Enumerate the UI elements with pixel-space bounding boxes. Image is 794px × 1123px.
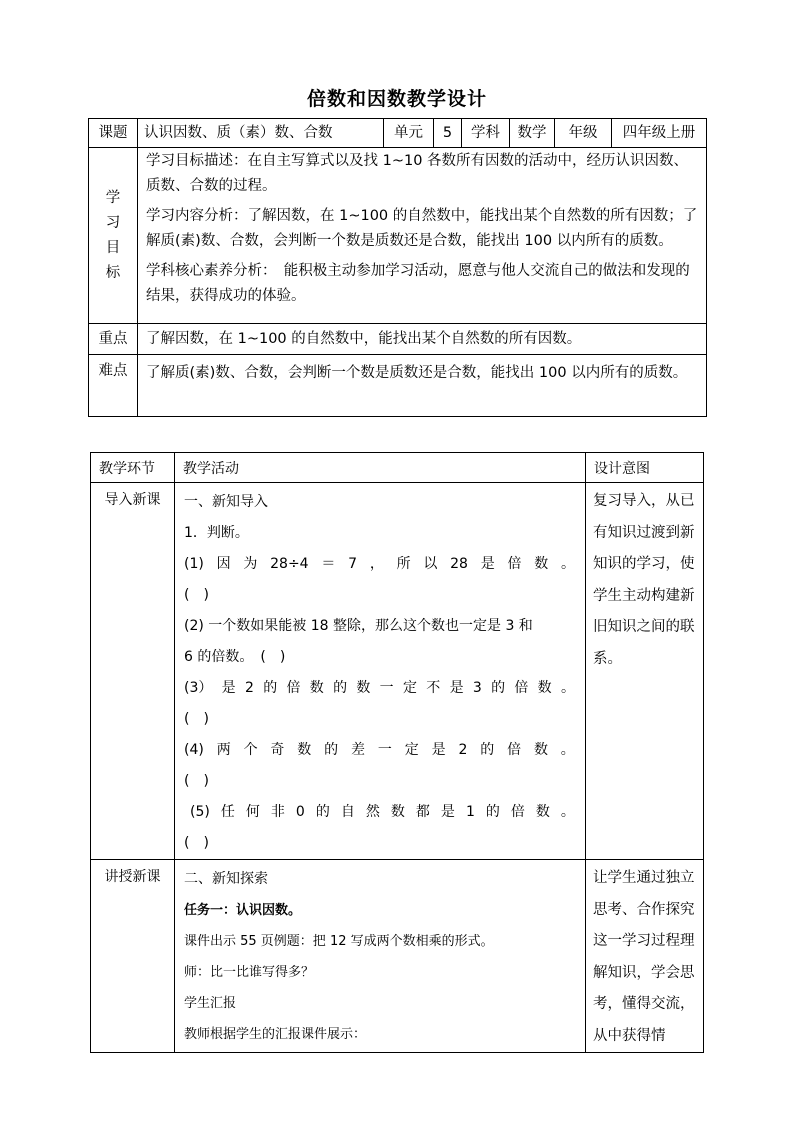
objective-literacy-analysis: 学科核心素养分析： 能积极主动参加学习活动，愿意与他人交流自己的做法和发现的结果，获得成功的体验。 [146, 263, 690, 304]
teaching-plan-table [90, 452, 704, 1053]
objective-description: 学习目标描述：在自主写算式以及找 1~10 各数所有因数的活动中，经历认识因数、质数、合数的过程。 [146, 153, 689, 194]
q3-token: (3） [184, 680, 213, 696]
q1-token: 28÷4 [270, 556, 309, 572]
q3-token: 数 [309, 680, 324, 696]
q4-token: 数 [533, 742, 548, 758]
q5-token: 然 [365, 804, 380, 820]
course-label: 学科 [462, 119, 510, 148]
unit-value: 5 [434, 119, 462, 148]
q5-token: 任 [220, 804, 235, 820]
q1-token: ， [369, 556, 384, 572]
objectives-row [89, 148, 707, 324]
explore-row [91, 860, 704, 1053]
q4-token: 一 [377, 742, 392, 758]
q5-token: 何 [245, 804, 260, 820]
q5-token: 的 [315, 804, 330, 820]
intent-header: 设计意图 [586, 453, 704, 483]
q1-token: ＝ [321, 556, 336, 572]
q5-token: 非 [270, 804, 285, 820]
q1-token: 28 [450, 556, 468, 572]
q3-token: 。 [560, 680, 575, 696]
question-5-blank: ( ) [184, 835, 209, 851]
intro-row [91, 483, 704, 860]
difficulty-label: 难点 [89, 355, 138, 417]
teacher-display: 教师根据学生的汇报课件展示： [184, 1027, 367, 1042]
q4-token: 的 [324, 742, 339, 758]
q4-token: 定 [404, 742, 419, 758]
key-point-value: 了解因数，在 1~100 的自然数中，能找出某个自然数的所有因数。 [138, 324, 707, 355]
objectives-text [138, 148, 707, 324]
q1-token: 所 [396, 556, 411, 572]
objective-content-analysis: 学习内容分析：了解因数，在 1~100 的自然数中，能找出某个自然数的所有因数；了解质(素)数、合数，会判断一个数是质数还是合数，能找出 100 以内所有的质数。 [146, 208, 698, 249]
task-1-title: 任务一：认识因数。 [184, 903, 302, 918]
q5-token: 数 [390, 804, 405, 820]
q3-token: 倍 [514, 680, 529, 696]
difficulty-value: 了解质(素)数、合数，会判断一个数是质数还是合数，能找出 100 以内所有的质数。 [138, 355, 707, 417]
subject-label: 课题 [89, 119, 138, 148]
q3-token: 2 [244, 680, 254, 696]
intro-activity [175, 483, 586, 860]
subject-value: 认识因数、质（素）数、合数 [138, 119, 384, 148]
q5-token: 是 [440, 804, 455, 820]
q1-token: 倍 [507, 556, 522, 572]
explore-stage: 讲授新课 [91, 860, 175, 1053]
intro-intent: 复习导入，从已有知识过渡到新知识的学习，使学生主动构建新旧知识之间的联系。 [586, 483, 704, 860]
lesson-info-table [88, 118, 707, 417]
q4-token: 数 [297, 742, 312, 758]
q4-token: 的 [480, 742, 495, 758]
student-report: 学生汇报 [184, 996, 237, 1011]
explore-activity [175, 860, 586, 1053]
q3-token: 的 [263, 680, 278, 696]
question-2-line-1: (2) 一个数如果能被 18 整除，那么这个数也一定是 3 和 [184, 618, 533, 634]
q5-token: 。 [560, 804, 575, 820]
intro-heading: 一、新知导入 [184, 494, 268, 510]
q4-token: 奇 [270, 742, 285, 758]
example-prompt: 课件出示 55 页例题：把 12 写成两个数相乘的形式。 [184, 934, 494, 949]
question-3-blank: ( ) [184, 711, 209, 727]
explore-intent: 让学生通过独立思考、合作探究这一学习过程理解知识，学会思考，懂得交流，从中获得情 [586, 860, 704, 1053]
q3-token: 3 [472, 680, 482, 696]
q4-token: 。 [560, 742, 575, 758]
q5-token: 自 [340, 804, 355, 820]
q3-token: 数 [356, 680, 371, 696]
grade-value: 四年级上册 [612, 119, 707, 148]
key-point-row [89, 324, 707, 355]
subject-row [89, 119, 707, 148]
q1-token: 。 [561, 556, 575, 572]
q1-token: 7 [348, 556, 358, 572]
q5-token: 倍 [510, 804, 525, 820]
question-title: 1．判断。 [184, 525, 249, 541]
explore-heading: 二、新知探索 [184, 871, 268, 887]
question-3 [184, 673, 575, 704]
q5-token: 数 [535, 804, 550, 820]
activity-header: 教学活动 [175, 453, 586, 483]
question-4-blank: ( ) [184, 773, 209, 789]
intro-stage: 导入新课 [91, 483, 175, 860]
stage-header: 教学环节 [91, 453, 175, 483]
q1-token: (1) [184, 556, 204, 572]
q3-token: 的 [491, 680, 506, 696]
question-1-blank: ( ) [184, 587, 209, 603]
q3-token: 数 [537, 680, 552, 696]
q5-token: 都 [415, 804, 430, 820]
q3-token: 倍 [286, 680, 301, 696]
question-2-line-2: 6 的倍数。 ( ) [184, 649, 286, 665]
plan-header-row [91, 453, 704, 483]
q5-token: 1 [465, 804, 475, 820]
q3-token: 定 [402, 680, 417, 696]
q3-token: 是 [221, 680, 236, 696]
course-value: 数学 [510, 119, 555, 148]
page-title: 倍数和因数教学设计 [306, 88, 487, 110]
q5-token: (5) [190, 804, 210, 820]
q4-token: 2 [458, 742, 468, 758]
q1-token: 因 [216, 556, 231, 572]
q3-token: 不 [426, 680, 441, 696]
q4-token: 差 [351, 742, 365, 758]
question-5 [184, 797, 575, 828]
key-point-label: 重点 [89, 324, 138, 355]
question-1 [184, 549, 575, 580]
q4-token: 两 [216, 742, 231, 758]
q3-token: 一 [379, 680, 394, 696]
grade-label: 年级 [555, 119, 612, 148]
q3-token: 的 [333, 680, 348, 696]
q4-token: (4) [184, 742, 204, 758]
q4-token: 个 [243, 742, 258, 758]
difficulty-row [89, 355, 707, 417]
q5-token: 0 [295, 804, 305, 820]
q1-token: 数 [534, 556, 549, 572]
question-4 [184, 735, 575, 766]
q4-token: 倍 [507, 742, 522, 758]
q1-token: 是 [480, 556, 495, 572]
objectives-label: 学习目标 [89, 148, 138, 324]
q5-token: 的 [485, 804, 500, 820]
q3-token: 是 [449, 680, 464, 696]
q1-token: 为 [243, 556, 258, 572]
q1-token: 以 [423, 556, 438, 572]
teacher-question: 师：比一比谁写得多？ [184, 965, 315, 980]
unit-label: 单元 [384, 119, 434, 148]
q4-token: 是 [431, 742, 446, 758]
